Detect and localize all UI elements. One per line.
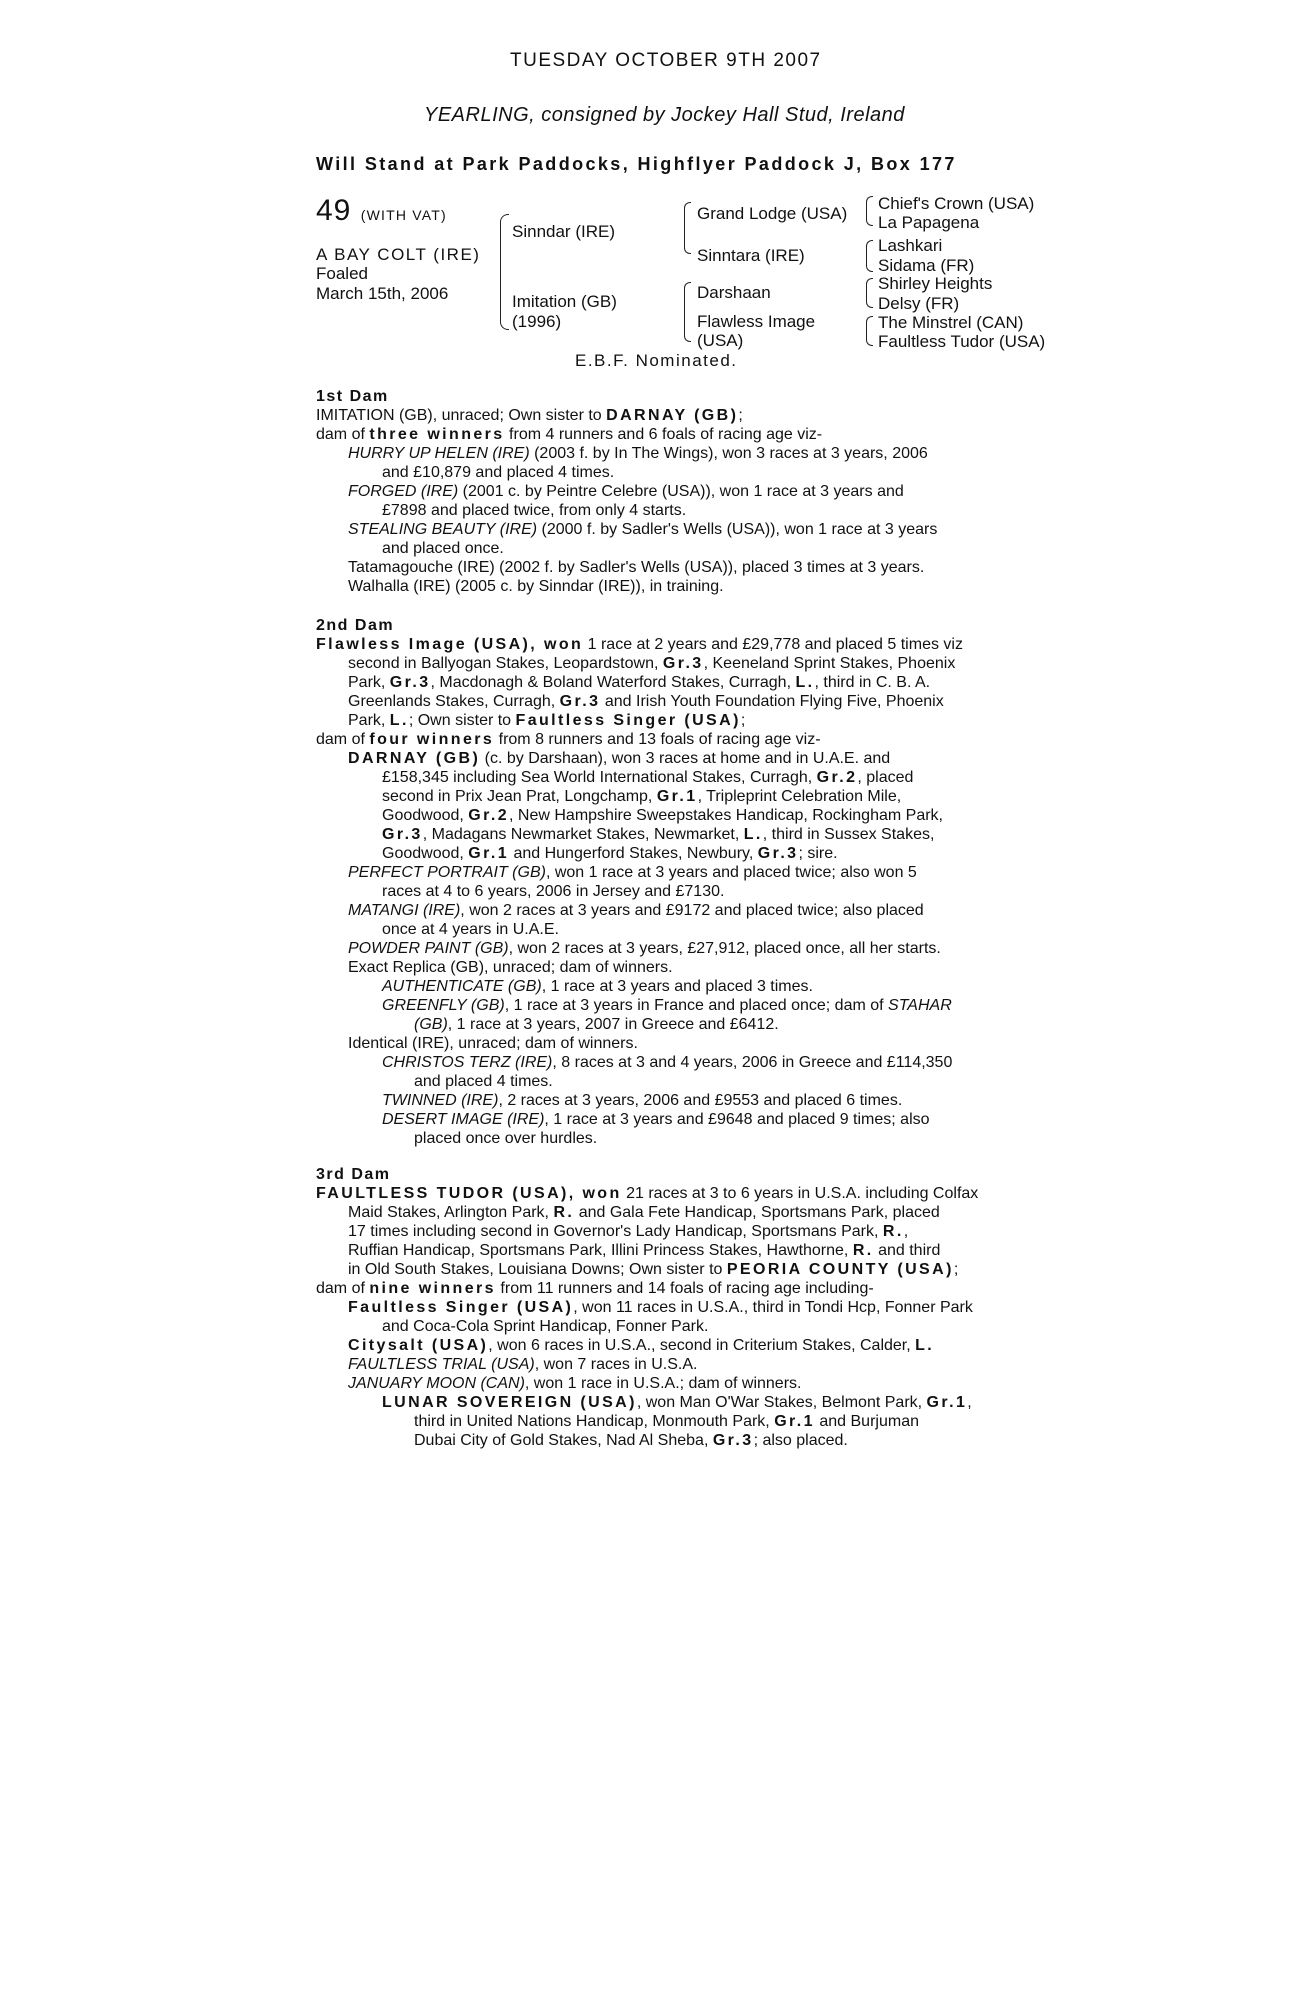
second-dam-line: £158,345 including Sea World International Stakes, Curragh, Gr.2, placed: [382, 769, 914, 786]
second-dam-line: Exact Replica (GB), unraced; dam of winners.: [348, 959, 673, 976]
second-dam-line: Park, Gr.3, Macdonagh & Boland Waterford Stakes, Curragh, L., third in C. B. A.: [348, 674, 931, 691]
third-dam-line: dam of nine winners from 11 runners and 14 foals of racing age including-: [316, 1280, 874, 1297]
first-dam-line: £7898 and placed twice, from only 4 starts.: [382, 502, 687, 519]
second-dam-line: MATANGI (IRE), won 2 races at 3 years and £9172 and placed twice; also placed: [348, 902, 924, 919]
dam-dam-sire: The Minstrel (CAN): [878, 313, 1024, 332]
dam-dam-dam: Faultless Tudor (USA): [878, 332, 1046, 351]
foaled-date: March 15th, 2006: [316, 284, 449, 303]
dam-dam-line2: (USA): [697, 331, 744, 350]
first-dam-heading: 1st Dam: [316, 388, 389, 405]
lot-number-block: [316, 194, 447, 228]
sire-dam: Sinntara (IRE): [697, 246, 805, 265]
foaled-label: Foaled: [316, 264, 368, 283]
dam-sire-dam: Delsy (FR): [878, 294, 960, 313]
third-dam-heading: 3rd Dam: [316, 1166, 391, 1183]
stand-location: Will Stand at Park Paddocks, Highflyer Paddock J, Box 177: [316, 154, 957, 174]
ebf-nomination: E.B.F. Nominated.: [575, 351, 738, 370]
second-dam-section: [316, 616, 1016, 1148]
sire-dam-dam: Sidama (FR): [878, 256, 975, 275]
first-dam-line: dam of three winners from 4 runners and 6 foals of racing age viz-: [316, 426, 823, 443]
second-dam-line: Greenlands Stakes, Curragh, Gr.3 and Irish Youth Foundation Flying Five, Phoenix: [348, 693, 944, 710]
sire-sire-dam: La Papagena: [878, 213, 980, 232]
third-dam-line: 17 times including second in Governor's Lady Handicap, Sportsmans Park, R.,: [348, 1223, 909, 1240]
second-dam-line: Gr.3, Madagans Newmarket Stakes, Newmarket, L., third in Sussex Stakes,: [382, 826, 935, 843]
second-dam-line: Flawless Image (USA), won 1 race at 2 years and £29,778 and placed 5 times viz: [316, 636, 963, 653]
third-dam-line: Faultless Singer (USA), won 11 races in U.S.A., third in Tondi Hcp, Fonner Park: [348, 1299, 973, 1316]
first-dam-line: Tatamagouche (IRE) (2002 f. by Sadler's Wells (USA)), placed 3 times at 3 years.: [348, 559, 925, 576]
first-dam-line: FORGED (IRE) (2001 c. by Peintre Celebre (USA)), won 1 race at 3 years and: [348, 483, 904, 500]
sire-dam-sire: Lashkari: [878, 236, 943, 255]
horse-description: A BAY COLT (IRE): [316, 245, 481, 264]
pedigree-brace-sire: [684, 202, 691, 254]
first-dam-line: and £10,879 and placed 4 times.: [382, 464, 615, 481]
third-dam-line: Citysalt (USA), won 6 races in U.S.A., second in Criterium Stakes, Calder, L.: [348, 1337, 935, 1354]
pedigree-brace-sd: [866, 240, 873, 272]
dam-name: Imitation (GB): [512, 292, 617, 311]
dam-sire-sire: Shirley Heights: [878, 274, 993, 293]
second-dam-line: second in Prix Jean Prat, Longchamp, Gr.1, Tripleprint Celebration Mile,: [382, 788, 902, 805]
pedigree-brace-main: [500, 214, 509, 330]
dam-year: (1996): [512, 312, 562, 331]
third-dam-line: and Coca-Cola Sprint Handicap, Fonner Park.: [382, 1318, 709, 1335]
third-dam-line: third in United Nations Handicap, Monmouth Park, Gr.1 and Burjuman: [414, 1413, 919, 1430]
second-dam-line: Identical (IRE), unraced; dam of winners.: [348, 1035, 638, 1052]
second-dam-line: AUTHENTICATE (GB), 1 race at 3 years and placed 3 times.: [382, 978, 813, 995]
pedigree-brace-ss: [866, 196, 873, 226]
second-dam-line: GREENFLY (GB), 1 race at 3 years in France and placed once; dam of STAHAR: [382, 997, 952, 1014]
catalogue-date: TUESDAY OCTOBER 9TH 2007: [510, 50, 822, 71]
second-dam-line: PERFECT PORTRAIT (GB), won 1 race at 3 years and placed twice; also won 5: [348, 864, 917, 881]
second-dam-line: once at 4 years in U.A.E.: [382, 921, 559, 938]
third-dam-section: [316, 1165, 1016, 1450]
first-dam-line: HURRY UP HELEN (IRE) (2003 f. by In The Wings), won 3 races at 3 years, 2006: [348, 445, 928, 462]
second-dam-line: Goodwood, Gr.1 and Hungerford Stakes, Newbury, Gr.3; sire.: [382, 845, 838, 862]
second-dam-line: and placed 4 times.: [414, 1073, 553, 1090]
pedigree-brace-dam: [684, 282, 691, 342]
pedigree-brace-dd: [866, 316, 873, 346]
third-dam-line: LUNAR SOVEREIGN (USA), won Man O'War Stakes, Belmont Park, Gr.1,: [382, 1394, 972, 1411]
third-dam-line: FAULTLESS TUDOR (USA), won 21 races at 3 to 6 years in U.S.A. including Colfax: [316, 1185, 979, 1202]
third-dam-line: Ruffian Handicap, Sportsmans Park, Illini Princess Stakes, Hawthorne, R. and third: [348, 1242, 941, 1259]
second-dam-line: Goodwood, Gr.2, New Hampshire Sweepstakes Handicap, Rockingham Park,: [382, 807, 943, 824]
second-dam-line: dam of four winners from 8 runners and 13 foals of racing age viz-: [316, 731, 821, 748]
dam-sire: Darshaan: [697, 283, 771, 302]
second-dam-line: (GB), 1 race at 3 years, 2007 in Greece and £6412.: [414, 1016, 779, 1033]
lot-number: 49: [316, 194, 352, 227]
lot-subtitle: YEARLING, consigned by Jockey Hall Stud, Ireland: [424, 104, 905, 126]
first-dam-line: and placed once.: [382, 540, 504, 557]
second-dam-line: races at 4 to 6 years, 2006 in Jersey and £7130.: [382, 883, 725, 900]
second-dam-line: DARNAY (GB) (c. by Darshaan), won 3 races at home and in U.A.E. and: [348, 750, 891, 767]
sire-sire-sire: Chief's Crown (USA): [878, 194, 1035, 213]
first-dam-section: [316, 387, 1016, 596]
second-dam-line: DESERT IMAGE (IRE), 1 race at 3 years and £9648 and placed 9 times; also: [382, 1111, 930, 1128]
second-dam-heading: 2nd Dam: [316, 617, 395, 634]
second-dam-line: Park, L.; Own sister to Faultless Singer (USA);: [348, 712, 746, 729]
second-dam-line: POWDER PAINT (GB), won 2 races at 3 years, £27,912, placed once, all her starts.: [348, 940, 941, 957]
third-dam-line: Maid Stakes, Arlington Park, R. and Gala Fete Handicap, Sportsmans Park, placed: [348, 1204, 940, 1221]
pedigree-brace-ds: [866, 278, 873, 308]
second-dam-line: CHRISTOS TERZ (IRE), 8 races at 3 and 4 years, 2006 in Greece and £114,350: [382, 1054, 953, 1071]
sire-name: Sinndar (IRE): [512, 222, 615, 241]
first-dam-line: IMITATION (GB), unraced; Own sister to DARNAY (GB);: [316, 407, 743, 424]
third-dam-line: Dubai City of Gold Stakes, Nad Al Sheba, Gr.3; also placed.: [414, 1432, 848, 1449]
third-dam-line: in Old South Stakes, Louisiana Downs; Own sister to PEORIA COUNTY (USA);: [348, 1261, 959, 1278]
vat-note: (WITH VAT): [360, 207, 447, 223]
second-dam-line: TWINNED (IRE), 2 races at 3 years, 2006 and £9553 and placed 6 times.: [382, 1092, 903, 1109]
first-dam-line: STEALING BEAUTY (IRE) (2000 f. by Sadler's Wells (USA)), won 1 race at 3 years: [348, 521, 938, 538]
sire-sire: Grand Lodge (USA): [697, 204, 848, 223]
third-dam-line: FAULTLESS TRIAL (USA), won 7 races in U.S.A.: [348, 1356, 698, 1373]
third-dam-line: JANUARY MOON (CAN), won 1 race in U.S.A.; dam of winners.: [348, 1375, 802, 1392]
first-dam-line: Walhalla (IRE) (2005 c. by Sinndar (IRE)), in training.: [348, 578, 724, 595]
second-dam-line: placed once over hurdles.: [414, 1130, 598, 1147]
dam-dam-line1: Flawless Image: [697, 312, 816, 331]
second-dam-line: second in Ballyogan Stakes, Leopardstown, Gr.3, Keeneland Sprint Stakes, Phoenix: [348, 655, 956, 672]
